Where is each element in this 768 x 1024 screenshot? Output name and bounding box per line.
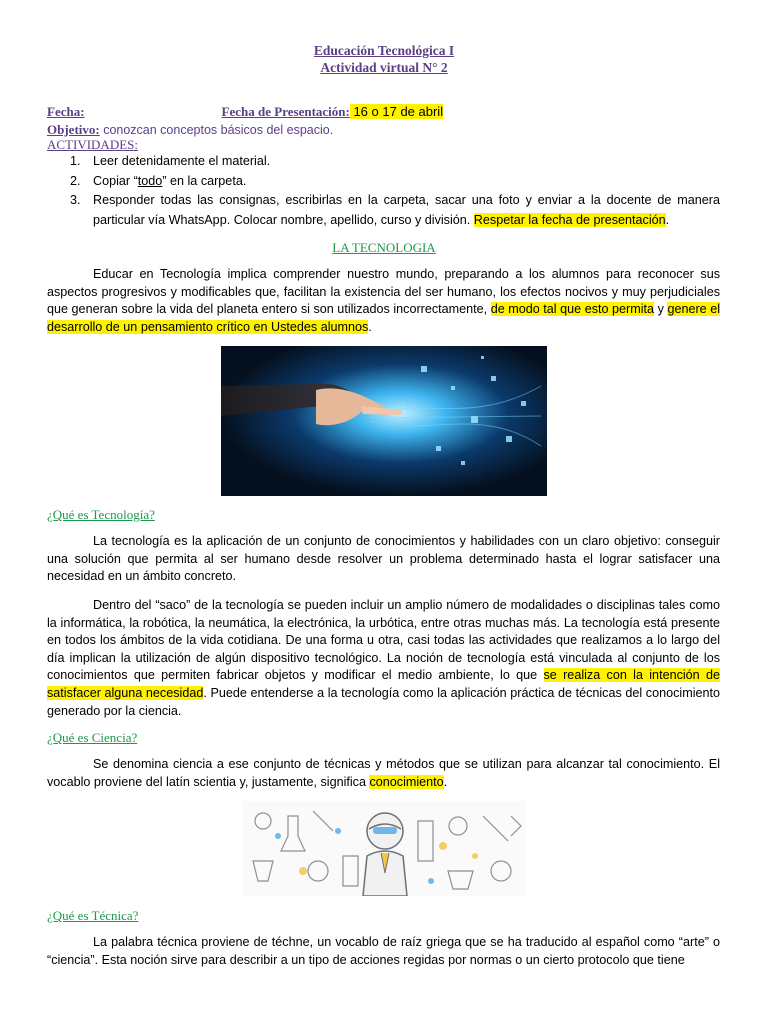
objective-row: [47, 122, 333, 138]
ciencia-paragraph: Se denomina ciencia a ese conjunto de técnicas y métodos que se utilizan para alcanzar tal conocimiento. El vocablo proviene del latín scientia y, justamente, significa conocimiento.: [47, 757, 720, 789]
activity-item: 1. Leer detenidamente el material.: [70, 154, 271, 168]
objetivo-label: Objetivo:: [47, 122, 100, 137]
actividades-label: ACTIVIDADES:: [47, 137, 138, 152]
intro-paragraph: Educar en Tecnología implica comprender nuestro mundo, preparando a los alumnos para reconocer sus aspectos progresivos y modificables que, facilitan la existencia del ser humano, los efectos nocivos y muy perjudiciales que generan sobre la vida del planeta entero si son utilizados incorrectamente, de modo tal que esto permita y genere el desarrollo de un pensamiento crítico en Ustedes alumnos.: [47, 267, 720, 334]
objetivo-text: conozcan conceptos básicos del espacio.: [99, 123, 334, 137]
date-row: [47, 104, 443, 120]
presentacion-label: Fecha de Presentación:: [221, 104, 350, 119]
activity-item: 2. Copiar “todo” en la carpeta.: [70, 173, 247, 188]
heading-que-es-ciencia: ¿Qué es Ciencia?: [47, 730, 138, 745]
highlight-respetar: Respetar la fecha de presentación: [473, 212, 666, 227]
tech-hand-image: [221, 346, 547, 496]
science-illustration: [243, 801, 526, 896]
presentacion-date: 16 o 17 de abril: [349, 104, 444, 119]
tecnica-paragraph: La palabra técnica proviene de téchne, un vocablo de raíz griega que se ha traducido al español como “arte” o “ciencia”. Esta noción sirve para describir a un tipo de acciones regidas por normas o un cierto protocolo que tiene: [47, 935, 720, 967]
highlight-intro-1: de modo tal que esto permita: [490, 302, 655, 317]
section-title: LA TECNOLOGIA: [332, 240, 436, 255]
fecha-label: Fecha:: [47, 104, 85, 119]
activities-list: [47, 152, 720, 230]
document-title: Educación Tecnológica I: [313, 43, 455, 58]
tecnologia-paragraph-1: La tecnología es la aplicación de un conjunto de conocimientos y habilidades con un claro objetivo: conseguir una solución que permita al ser humano desde resolver un problema determinado hasta el lograr satisfacer una necesidad en un ámbito concreto.: [47, 534, 720, 584]
highlight-necesidad: se realiza con la intención de satisfacer alguna necesidad: [47, 668, 720, 700]
tecnologia-paragraph-2: Dentro del “saco” de la tecnología se pueden incluir un amplio número de modalidades o disciplinas tales como la informática, la robótica, la neumática, la electrónica, la urbótica, entre otras muchas más. La tecnología está presente en todos los ámbitos de la vida cotidiana. De una forma u otra, casi todas las actividades que realizamos a lo largo del día implican la utilización de algún dispositivo tecnológico. La noción de tecnología está vinculada al conjunto de los conocimientos que permiten fabricar objetos y modificar el medio ambiente, lo que se realiza con la intención de satisfacer alguna necesidad. Puede entenderse a la tecnología como la aplicación práctica de técnicas del conocimiento generado por la ciencia.: [47, 598, 720, 718]
document-subtitle: Actividad virtual N° 2: [320, 60, 448, 75]
heading-que-es-tecnica: ¿Qué es Técnica?: [47, 908, 139, 923]
highlight-conocimiento: conocimiento: [369, 774, 444, 789]
activity-item: 3. Responder todas las consignas, escribirlas en la carpeta, sacar una foto y enviar a la docente de manera particular vía WhatsApp. Colocar nombre, apellido, curso y división. Respetar la fecha de presentación.: [70, 193, 720, 227]
highlight-intro-2: genere el desarrollo de un pensamiento crítico en Ustedes alumnos: [47, 302, 720, 334]
todo-underlined: todo: [137, 173, 163, 188]
heading-que-es-tecnologia: ¿Qué es Tecnología?: [47, 507, 155, 522]
